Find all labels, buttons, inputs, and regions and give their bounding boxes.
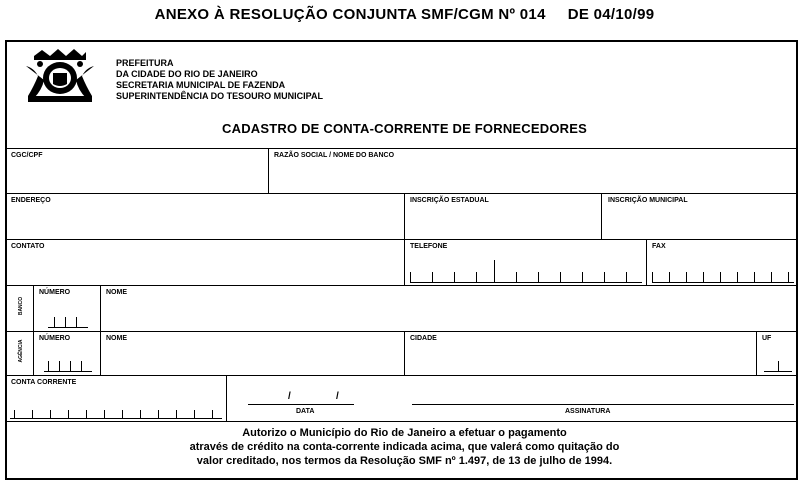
telefone-separator-tick (494, 260, 495, 282)
banco-numero-tick (65, 317, 66, 327)
label-contato: CONTATO (11, 243, 45, 250)
label-banco-numero: NÚMERO (39, 289, 71, 296)
uf-tick (778, 361, 779, 371)
col-divider-cidade (756, 331, 757, 375)
label-razao-social: RAZÃO SOCIAL / NOME DO BANCO (274, 152, 395, 159)
col-divider-agencia-nome (404, 331, 405, 375)
label-inscricao-municipal: INSCRIÇÃO MUNICIPAL (608, 197, 688, 204)
telefone-baseline (410, 282, 642, 283)
row-divider-5 (5, 331, 798, 332)
col-divider-telefone (646, 239, 647, 285)
authorization-line-1: Autorizo o Município do Rio de Janeiro a efetuar o pagamento (242, 427, 567, 439)
agencia-numero-tick (59, 361, 60, 371)
field-uf[interactable] (760, 347, 796, 373)
field-cgc-cpf[interactable] (10, 166, 266, 190)
telefone-tick (560, 272, 561, 282)
col-divider-endereco (404, 193, 405, 239)
label-agencia-side: AGÊNCIA (18, 339, 24, 363)
field-assinatura[interactable] (412, 390, 794, 406)
telefone-tick (454, 272, 455, 282)
agencia-numero-tick (70, 361, 71, 371)
telefone-tick (582, 272, 583, 282)
telefone-tick (476, 272, 477, 282)
assinatura-underline (412, 404, 794, 405)
field-agencia-nome[interactable] (104, 347, 402, 373)
fax-tick (771, 272, 772, 282)
row-divider-1 (5, 148, 798, 149)
authorization-text (5, 426, 804, 468)
org-line-cidade: DA CIDADE DO RIO DE JANEIRO (116, 69, 258, 79)
org-line-superintendencia: SUPERINTENDÊNCIA DO TESOURO MUNICIPAL (116, 91, 324, 101)
fax-tick (720, 272, 721, 282)
date-separator-2: / (336, 391, 339, 402)
col-divider-insc (601, 193, 602, 239)
label-endereco: ENDEREÇO (11, 197, 51, 204)
conta-tick (140, 410, 141, 418)
conta-baseline (10, 418, 222, 419)
org-line-secretaria: SECRETARIA MUNICIPAL DE FAZENDA (116, 80, 286, 90)
label-assinatura: ASSINATURA (565, 408, 611, 415)
conta-tick (68, 410, 69, 418)
conta-tick (212, 410, 213, 418)
authorization-line-2: através de crédito na conta-corrente indicada acima, que valerá como quitação do (189, 441, 620, 453)
conta-tick (50, 410, 51, 418)
conta-tick (122, 410, 123, 418)
field-inscricao-estadual[interactable] (408, 210, 598, 236)
telefone-tick (626, 272, 627, 282)
conta-tick (158, 410, 159, 418)
label-conta-corrente: CONTA CORRENTE (11, 379, 77, 386)
label-inscricao-estadual: INSCRIÇÃO ESTADUAL (410, 197, 489, 204)
organization-block (116, 58, 323, 102)
conta-tick (32, 410, 33, 418)
banco-numero-tick (76, 317, 77, 327)
field-banco-nome[interactable] (104, 302, 796, 329)
label-agencia-numero: NÚMERO (39, 335, 71, 342)
data-underline (248, 404, 354, 405)
label-telefone: TELEFONE (410, 243, 448, 250)
telefone-tick (604, 272, 605, 282)
field-data[interactable] (248, 390, 354, 406)
fax-tick (669, 272, 670, 282)
agencia-numero-baseline (44, 371, 92, 372)
row-divider-2 (5, 193, 798, 194)
telefone-tick (410, 272, 411, 282)
conta-tick (104, 410, 105, 418)
label-cidade: CIDADE (410, 335, 437, 342)
fax-tick (703, 272, 704, 282)
field-contato[interactable] (10, 256, 402, 282)
col-divider-conta (226, 375, 227, 421)
conta-tick (176, 410, 177, 418)
col-divider-side-label (33, 285, 34, 375)
coat-of-arms-logo (20, 46, 100, 104)
field-conta-corrente[interactable] (10, 392, 224, 419)
row-divider-4 (5, 285, 798, 286)
col-divider-numero (100, 285, 101, 375)
col-divider-contato (404, 239, 405, 285)
col-divider-cgc (268, 148, 269, 193)
field-endereco[interactable] (10, 210, 402, 236)
banco-numero-tick (54, 317, 55, 327)
row-divider-3 (5, 239, 798, 240)
conta-tick (86, 410, 87, 418)
form-title: CADASTRO DE CONTA-CORRENTE DE FORNECEDORES (222, 121, 587, 136)
annex-date: DE 04/10/99 (567, 6, 655, 23)
uf-baseline (764, 371, 792, 372)
label-fax: FAX (652, 243, 666, 250)
telefone-tick (516, 272, 517, 282)
fax-tick (652, 272, 653, 282)
date-separator-1: / (288, 391, 291, 402)
row-divider-7 (5, 421, 798, 422)
field-telefone[interactable] (410, 258, 642, 284)
label-uf: UF (762, 335, 772, 342)
agencia-numero-tick (48, 361, 49, 371)
annex-title-text: ANEXO À RESOLUÇÃO CONJUNTA SMF/CGM Nº 014 (154, 6, 546, 23)
label-data: DATA (296, 408, 315, 415)
fax-tick (737, 272, 738, 282)
field-razao-social[interactable] (272, 166, 796, 190)
fax-tick (788, 272, 789, 282)
telefone-tick (538, 272, 539, 282)
field-inscricao-municipal[interactable] (605, 210, 795, 236)
row-divider-6 (5, 375, 798, 376)
banco-numero-baseline (48, 327, 88, 328)
org-line-prefeitura: PREFEITURA (116, 58, 174, 68)
conta-tick (194, 410, 195, 418)
fax-baseline (652, 282, 794, 283)
fax-tick (686, 272, 687, 282)
field-cidade[interactable] (408, 347, 754, 373)
conta-tick (14, 410, 15, 418)
field-fax[interactable] (652, 258, 794, 284)
field-agencia-numero[interactable] (38, 348, 98, 373)
annex-title (0, 6, 809, 23)
authorization-line-3: valor creditado, nos termos da Resolução SMF nº 1.497, de 13 de julho de 1994. (196, 455, 613, 467)
label-cgc-cpf: CGC/CPF (11, 152, 43, 159)
label-agencia-nome: NOME (106, 335, 127, 342)
telefone-tick (432, 272, 433, 282)
label-banco-nome: NOME (106, 289, 127, 296)
fax-tick (754, 272, 755, 282)
field-banco-numero[interactable] (38, 304, 98, 329)
label-banco-side: BANCO (18, 296, 24, 316)
agencia-numero-tick (81, 361, 82, 371)
